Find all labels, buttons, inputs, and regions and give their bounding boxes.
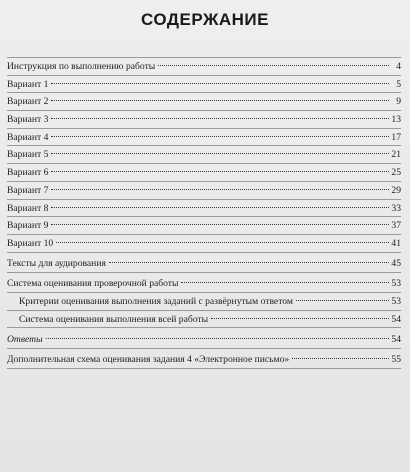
row-separator xyxy=(7,199,401,200)
row-separator xyxy=(7,368,401,369)
toc-entry-title: Инструкция по выполнению работы xyxy=(7,61,156,72)
row-separator xyxy=(7,163,401,164)
page-title: СОДЕРЖАНИЕ xyxy=(141,10,269,29)
toc-subentry-whole-work xyxy=(7,311,401,329)
toc-entry-listening-texts xyxy=(7,255,401,273)
table-of-contents xyxy=(7,58,401,369)
toc-entry-variant-4 xyxy=(7,129,401,147)
toc-entry-variant-8 xyxy=(7,200,401,218)
toc-entry-instructions xyxy=(7,58,401,76)
dot-leader xyxy=(51,206,389,208)
dot-leader xyxy=(51,117,389,119)
row-separator xyxy=(7,310,401,311)
dot-leader xyxy=(51,135,389,137)
toc-entry-page: 55 xyxy=(391,354,401,365)
toc-entry-page: 9 xyxy=(396,96,401,108)
dot-leader xyxy=(292,357,389,359)
row-separator xyxy=(7,234,401,235)
row-separator xyxy=(7,128,401,129)
toc-entry-page: 4 xyxy=(396,61,401,72)
dot-leader xyxy=(46,337,389,339)
toc-entry-page: 21 xyxy=(391,149,401,161)
toc-entry-title: Вариант 8 xyxy=(7,202,49,214)
toc-entry-page: 53 xyxy=(391,295,401,307)
toc-entry-page: 54 xyxy=(391,313,401,325)
dot-leader xyxy=(158,64,389,66)
dot-leader xyxy=(51,188,389,190)
toc-entry-title: Вариант 5 xyxy=(7,149,49,161)
toc-entry-variant-2 xyxy=(7,93,401,111)
toc-entry-page: 17 xyxy=(391,131,401,143)
dot-leader xyxy=(211,317,389,319)
toc-entry-title: Ответы xyxy=(7,333,43,345)
dot-leader xyxy=(51,223,389,225)
toc-entry-title: Дополнительная схема оценивания задания 4 «Электронное письмо» xyxy=(7,354,290,365)
row-separator xyxy=(7,327,401,328)
row-separator xyxy=(7,292,401,293)
dot-leader xyxy=(51,99,389,101)
dot-leader xyxy=(56,241,389,243)
toc-entry-additional-scheme xyxy=(7,351,401,369)
toc-entry-page: 13 xyxy=(391,114,401,126)
toc-entry-title: Вариант 6 xyxy=(7,167,49,179)
dot-leader xyxy=(296,299,389,301)
toc-entry-page: 53 xyxy=(391,278,401,290)
row-separator xyxy=(7,75,401,76)
toc-entry-page: 29 xyxy=(391,184,401,196)
toc-entry-page: 33 xyxy=(391,202,401,214)
toc-entry-title: Система оценивания проверочной работы xyxy=(7,278,179,290)
toc-entry-page: 25 xyxy=(391,167,401,179)
toc-entry-page: 5 xyxy=(396,78,401,90)
row-separator xyxy=(7,110,401,111)
toc-entry-title: Вариант 7 xyxy=(7,184,49,196)
dot-leader xyxy=(51,152,389,154)
toc-entry-page: 37 xyxy=(391,220,401,232)
toc-entry-title: Вариант 9 xyxy=(7,220,49,232)
toc-entry-variant-3 xyxy=(7,111,401,129)
toc-entry-title: Вариант 2 xyxy=(7,96,49,108)
dot-leader xyxy=(109,261,389,263)
toc-entry-variant-7 xyxy=(7,182,401,200)
toc-entry-title: Критерии оценивания выполнения заданий с развёрнутым ответом xyxy=(19,295,293,307)
toc-entry-answers xyxy=(7,331,401,349)
toc-entry-assessment-system xyxy=(7,275,401,293)
toc-entry-title: Вариант 10 xyxy=(7,237,54,249)
row-separator xyxy=(7,348,401,349)
row-separator xyxy=(7,57,401,58)
toc-entry-title: Вариант 3 xyxy=(7,114,49,126)
toc-entry-title: Вариант 1 xyxy=(7,78,49,90)
toc-entry-page: 41 xyxy=(391,237,401,249)
toc-entry-variant-1 xyxy=(7,76,401,94)
row-separator xyxy=(7,216,401,217)
toc-entry-title: Система оценивания выполнения всей работы xyxy=(19,313,209,325)
toc-entry-variant-6 xyxy=(7,164,401,182)
row-separator xyxy=(7,145,401,146)
row-separator xyxy=(7,252,401,253)
dot-leader xyxy=(181,281,389,283)
toc-entry-page: 45 xyxy=(391,258,401,270)
row-separator xyxy=(7,181,401,182)
row-separator xyxy=(7,272,401,273)
toc-entry-title: Тексты для аудирования xyxy=(7,258,106,270)
dot-leader xyxy=(51,170,389,172)
dot-leader xyxy=(51,82,389,84)
toc-entry-title: Вариант 4 xyxy=(7,131,49,143)
row-separator xyxy=(7,92,401,93)
toc-subentry-criteria xyxy=(7,293,401,311)
toc-entry-variant-5 xyxy=(7,146,401,164)
toc-entry-page: 54 xyxy=(391,333,401,345)
toc-entry-variant-10 xyxy=(7,235,401,253)
toc-entry-variant-9 xyxy=(7,217,401,235)
